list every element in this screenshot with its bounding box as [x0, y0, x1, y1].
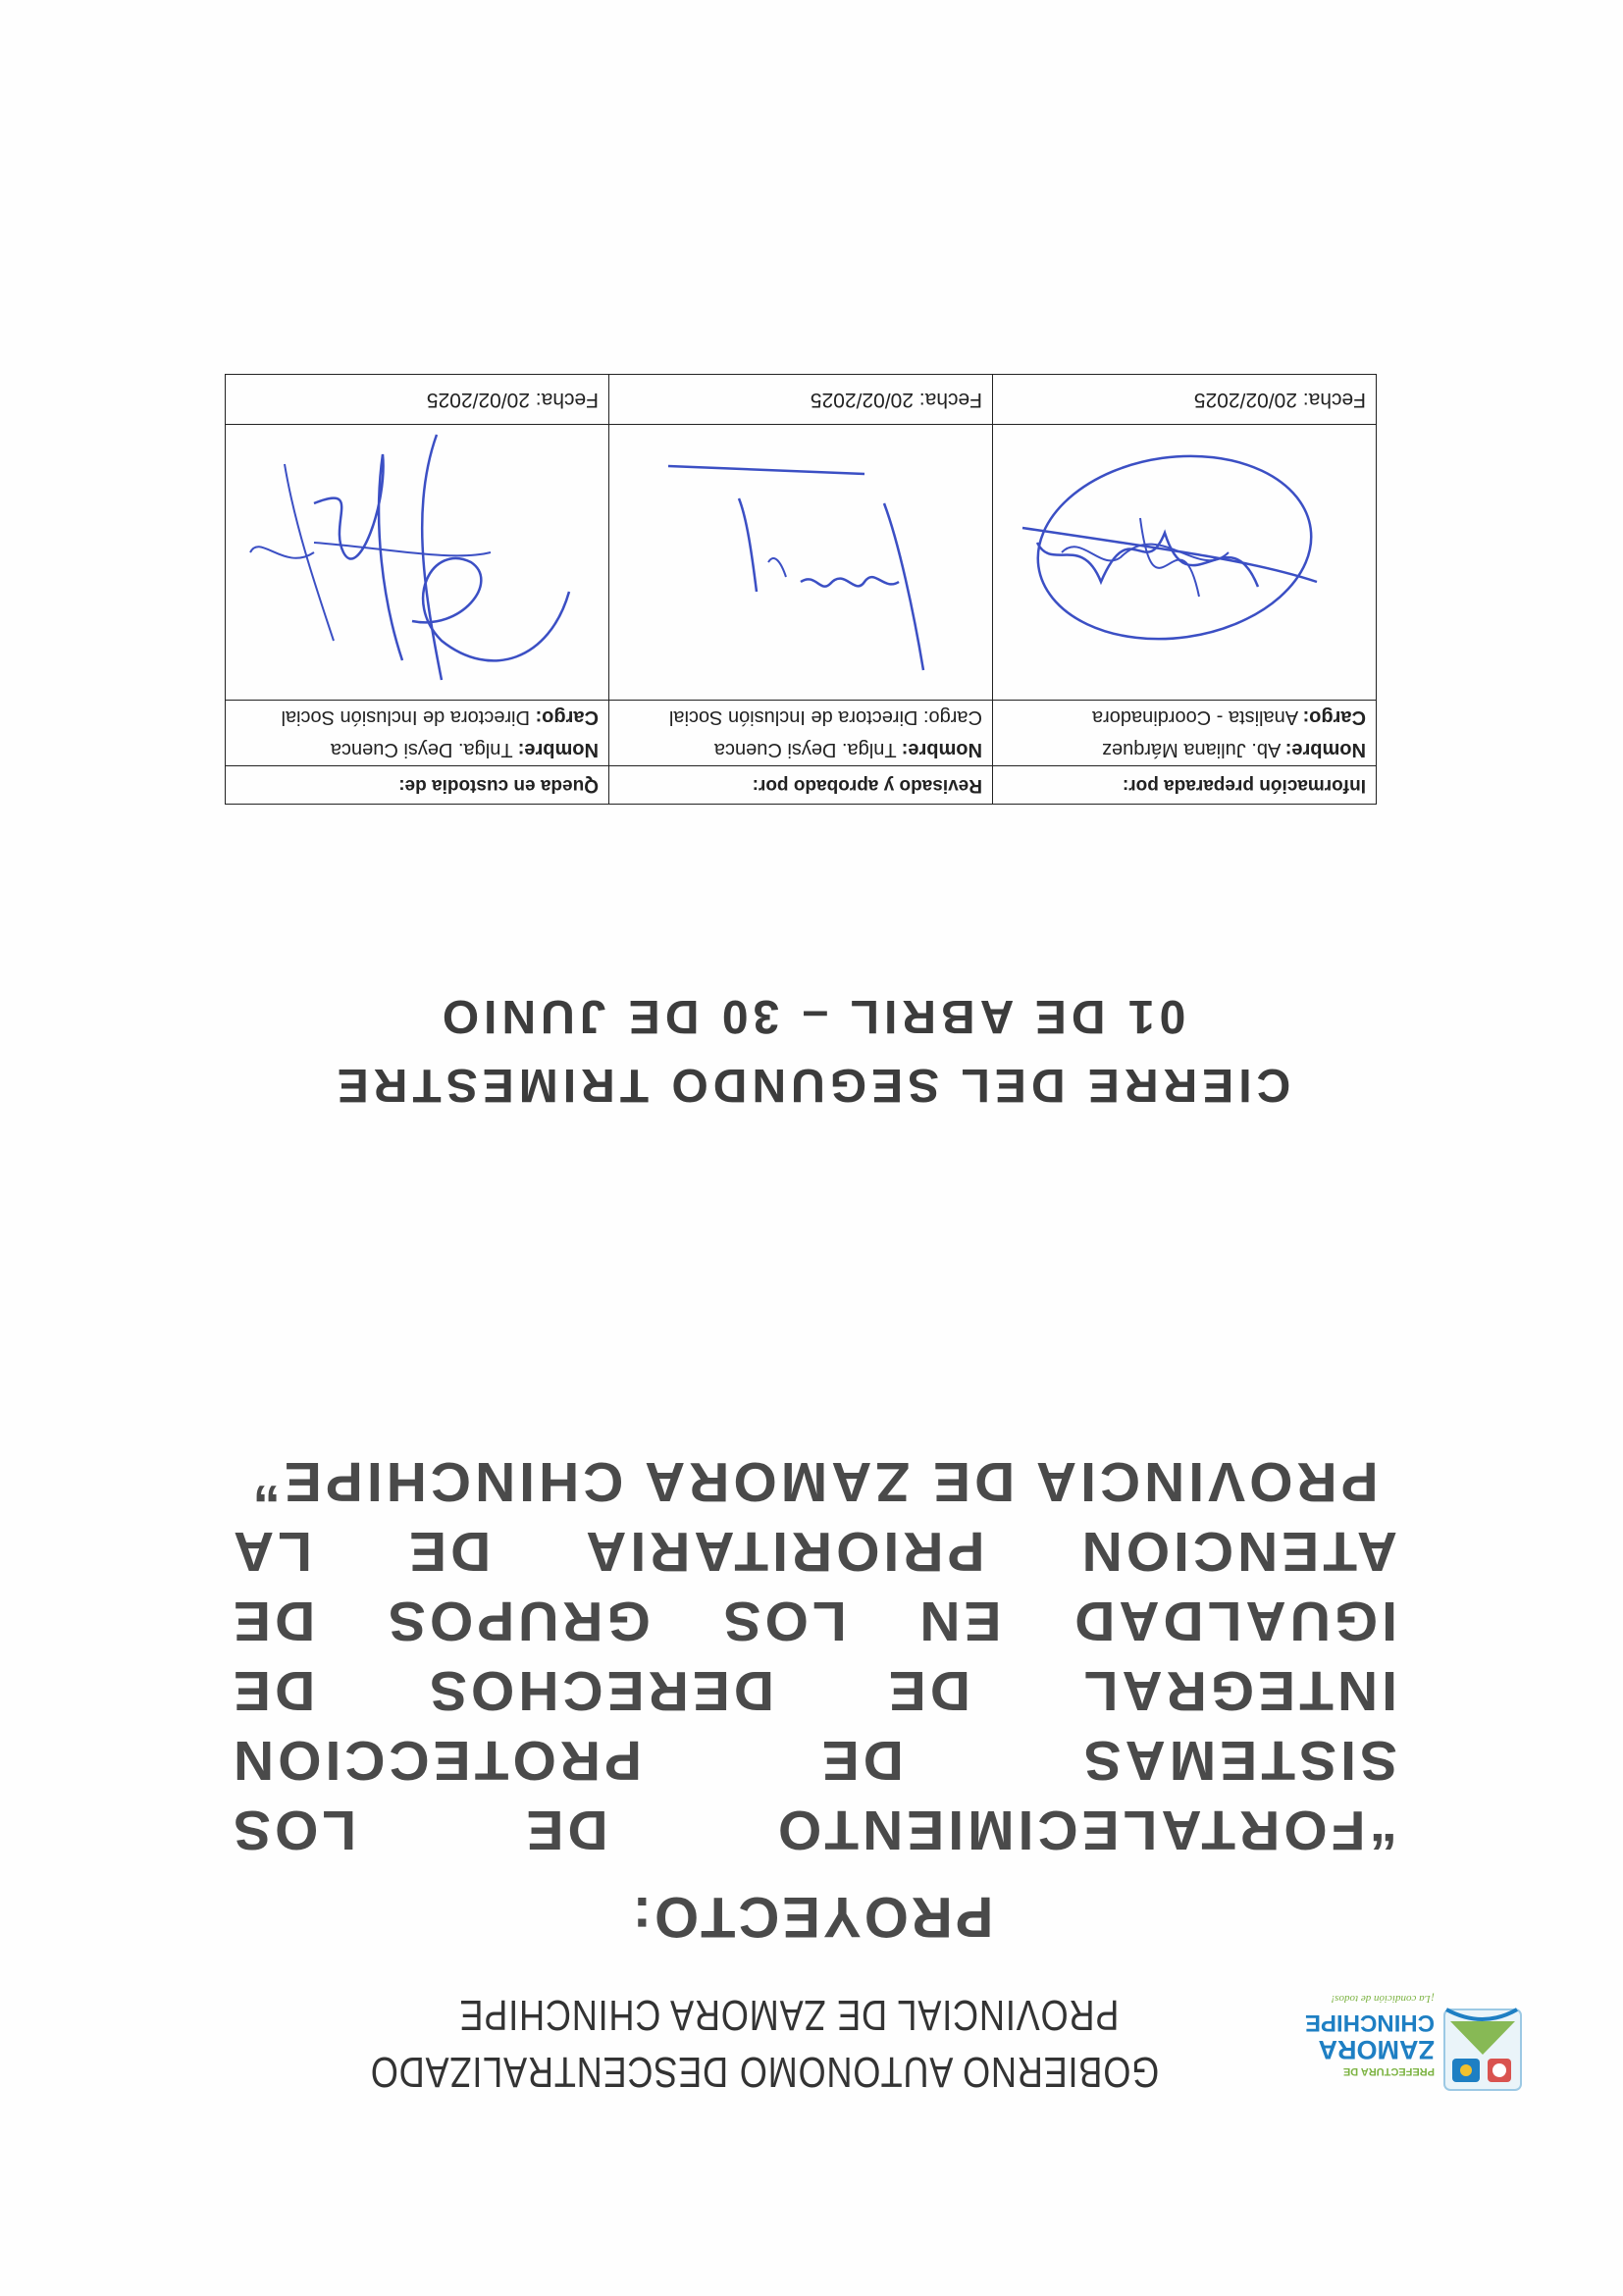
- position-cell: Cargo: Analista - Coordinadora: [993, 701, 1377, 734]
- handwritten-signature: [226, 425, 608, 700]
- handwritten-signature: [609, 425, 992, 700]
- name-row: [226, 733, 1377, 766]
- position-cell: Cargo: Directora de Inclusión Social: [609, 701, 993, 734]
- period-block: [0, 981, 1623, 1119]
- project-label: PROYECTO:: [629, 1885, 994, 1949]
- svg-text:¡La condición de todos!: ¡La condición de todos!: [1331, 1993, 1435, 2005]
- date-cell: Fecha: 20/02/2025: [609, 375, 993, 425]
- name-cell: Nombre: Tnlga. Deysi Cuenca: [226, 733, 609, 766]
- role-cell: Revisado y aprobado por:: [609, 766, 993, 805]
- prefectura-logo: [1280, 1990, 1525, 2098]
- svg-text:ZAMORA: ZAMORA: [1318, 2035, 1435, 2064]
- date-cell: Fecha: 20/02/2025: [226, 375, 609, 425]
- role-cell: Información preparada por:: [993, 766, 1377, 805]
- svg-text:CHINCHIPE: CHINCHIPE: [1304, 2009, 1435, 2036]
- name-cell: Nombre: Tnlga. Deysi Cuenca: [609, 733, 993, 766]
- signature-cell: [609, 425, 993, 701]
- logo-small-text: PREFECTURA DE: [1342, 2065, 1435, 2077]
- date-row: [226, 375, 1377, 425]
- role-row: [226, 766, 1377, 805]
- role-cell: Queda en custodia de:: [226, 766, 609, 805]
- signature-table: [225, 374, 1377, 805]
- period-line2: 01 DE ABRIL – 30 DE JUNIO: [437, 990, 1186, 1042]
- org-title-line2: PROVINCIAL DE ZAMORA CHINCHIPE: [458, 1991, 1120, 2039]
- org-title-line1: GOBIERNO AUTONOMO DESCENTRALIZADO: [369, 2048, 1160, 2096]
- organization-title: [369, 1986, 1160, 2100]
- handwritten-signature: [993, 425, 1376, 700]
- position-row: [226, 701, 1377, 734]
- position-cell: Cargo: Directora de Inclusión Social: [226, 701, 609, 734]
- signature-row: [226, 425, 1377, 701]
- project-title: “FORTALECIMIENTO DE LOS SISTEMAS DE PROTECCION INTEGRAL DE DERECHOS DE IGUALDAD EN LOS GRUPOS DE ATENCION PRIORITARIA DE LA PROVINCIA DE ZAMORA CHINCHIPE”: [230, 1450, 1397, 1861]
- signature-cell: [993, 425, 1377, 701]
- signature-cell: [226, 425, 609, 701]
- date-cell: Fecha: 20/02/2025: [993, 375, 1377, 425]
- name-cell: Nombre: Ab. Juliana Márquez: [993, 733, 1377, 766]
- period-line1: CIERRE DEL SEGUNDO TRIMESTRE: [332, 1059, 1291, 1111]
